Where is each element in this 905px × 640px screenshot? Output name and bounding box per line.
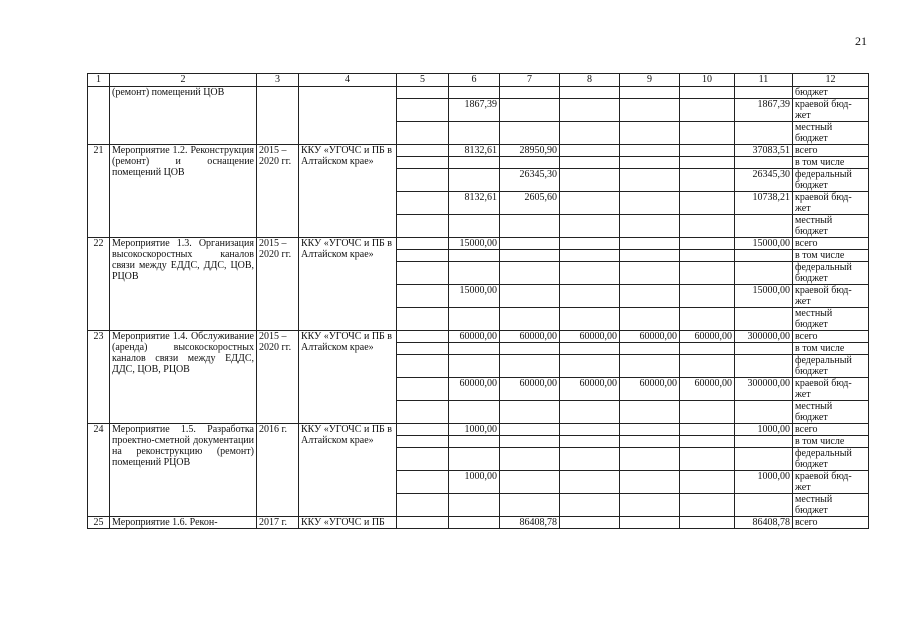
activity-name-cell: (ремонт) помещений ЦОВ bbox=[110, 87, 257, 145]
value-cell-c5 bbox=[397, 331, 449, 343]
value-cell-c11 bbox=[735, 343, 793, 355]
value-cell-c10 bbox=[680, 285, 735, 308]
value-cell-c9 bbox=[620, 238, 680, 250]
column-header-6: 6 bbox=[449, 74, 500, 87]
value-cell-c10 bbox=[680, 517, 735, 529]
value-cell-c5 bbox=[397, 122, 449, 145]
value-cell-c5 bbox=[397, 262, 449, 285]
value-cell-c8 bbox=[560, 471, 620, 494]
budget-table bbox=[87, 73, 869, 529]
value-cell-c9 bbox=[620, 145, 680, 157]
value-cell-c5 bbox=[397, 494, 449, 517]
value-cell-c5 bbox=[397, 343, 449, 355]
funding-source-cell: в том числе bbox=[793, 436, 869, 448]
value-cell-c10 bbox=[680, 308, 735, 331]
value-cell-c6 bbox=[449, 436, 500, 448]
value-cell-c11 bbox=[735, 355, 793, 378]
value-cell-c6: 8132,61 bbox=[449, 145, 500, 157]
value-cell-c9 bbox=[620, 401, 680, 424]
value-cell-c7 bbox=[500, 471, 560, 494]
table-row bbox=[88, 424, 869, 436]
value-cell-c6: 8132,61 bbox=[449, 192, 500, 215]
value-cell-c6 bbox=[449, 308, 500, 331]
value-cell-c6: 1000,00 bbox=[449, 424, 500, 436]
value-cell-c6 bbox=[449, 448, 500, 471]
period-cell: 2017 г. bbox=[257, 517, 299, 529]
value-cell-c9 bbox=[620, 343, 680, 355]
period-cell bbox=[257, 87, 299, 145]
table-row bbox=[88, 331, 869, 343]
value-cell-c11 bbox=[735, 308, 793, 331]
executor-cell: ККУ «УГОЧС и ПБ в Алтайском крае» bbox=[299, 238, 397, 331]
column-header-4: 4 bbox=[299, 74, 397, 87]
value-cell-c9 bbox=[620, 250, 680, 262]
value-cell-c6: 60000,00 bbox=[449, 378, 500, 401]
value-cell-c10 bbox=[680, 145, 735, 157]
value-cell-c7 bbox=[500, 215, 560, 238]
value-cell-c5 bbox=[397, 285, 449, 308]
value-cell-c7 bbox=[500, 448, 560, 471]
value-cell-c9 bbox=[620, 87, 680, 99]
executor-cell: ККУ «УГОЧС и ПБ в Алтайском крае» bbox=[299, 424, 397, 517]
period-cell: 2015 – 2020 гг. bbox=[257, 238, 299, 331]
value-cell-c10 bbox=[680, 87, 735, 99]
value-cell-c10 bbox=[680, 122, 735, 145]
value-cell-c7: 60000,00 bbox=[500, 331, 560, 343]
value-cell-c6 bbox=[449, 169, 500, 192]
value-cell-c6: 1867,39 bbox=[449, 99, 500, 122]
value-cell-c9 bbox=[620, 285, 680, 308]
value-cell-c7 bbox=[500, 238, 560, 250]
value-cell-c11 bbox=[735, 250, 793, 262]
funding-source-cell: краевой бюд-жет bbox=[793, 285, 869, 308]
value-cell-c5 bbox=[397, 87, 449, 99]
value-cell-c10 bbox=[680, 401, 735, 424]
value-cell-c5 bbox=[397, 448, 449, 471]
value-cell-c5 bbox=[397, 308, 449, 331]
funding-source-cell: краевой бюд-жет bbox=[793, 378, 869, 401]
value-cell-c5 bbox=[397, 517, 449, 529]
value-cell-c8 bbox=[560, 262, 620, 285]
value-cell-c7: 26345,30 bbox=[500, 169, 560, 192]
value-cell-c6: 15000,00 bbox=[449, 238, 500, 250]
value-cell-c7 bbox=[500, 262, 560, 285]
value-cell-c8 bbox=[560, 401, 620, 424]
value-cell-c11: 10738,21 bbox=[735, 192, 793, 215]
value-cell-c7 bbox=[500, 401, 560, 424]
value-cell-c11: 300000,00 bbox=[735, 331, 793, 343]
value-cell-c6 bbox=[449, 215, 500, 238]
value-cell-c11: 15000,00 bbox=[735, 285, 793, 308]
value-cell-c7: 2605,60 bbox=[500, 192, 560, 215]
value-cell-c10: 60000,00 bbox=[680, 331, 735, 343]
value-cell-c10 bbox=[680, 494, 735, 517]
value-cell-c9 bbox=[620, 436, 680, 448]
column-header-8: 8 bbox=[560, 74, 620, 87]
value-cell-c8 bbox=[560, 436, 620, 448]
table-row bbox=[88, 238, 869, 250]
value-cell-c9 bbox=[620, 494, 680, 517]
value-cell-c7 bbox=[500, 343, 560, 355]
value-cell-c7 bbox=[500, 122, 560, 145]
page-number: 21 bbox=[855, 34, 867, 48]
value-cell-c5 bbox=[397, 355, 449, 378]
value-cell-c11 bbox=[735, 87, 793, 99]
value-cell-c8 bbox=[560, 285, 620, 308]
funding-source-cell: местный бюджет bbox=[793, 215, 869, 238]
value-cell-c9 bbox=[620, 192, 680, 215]
value-cell-c6 bbox=[449, 343, 500, 355]
value-cell-c5 bbox=[397, 424, 449, 436]
value-cell-c11: 1000,00 bbox=[735, 471, 793, 494]
table-row bbox=[88, 145, 869, 157]
table-row bbox=[88, 87, 869, 99]
value-cell-c7 bbox=[500, 308, 560, 331]
value-cell-c7 bbox=[500, 87, 560, 99]
value-cell-c9 bbox=[620, 157, 680, 169]
funding-source-cell: всего bbox=[793, 424, 869, 436]
value-cell-c8 bbox=[560, 517, 620, 529]
funding-source-cell: в том числе bbox=[793, 343, 869, 355]
column-header-2: 2 bbox=[110, 74, 257, 87]
row-number-cell: 22 bbox=[88, 238, 110, 331]
value-cell-c7: 60000,00 bbox=[500, 378, 560, 401]
column-header-3: 3 bbox=[257, 74, 299, 87]
value-cell-c6: 60000,00 bbox=[449, 331, 500, 343]
value-cell-c9: 60000,00 bbox=[620, 378, 680, 401]
value-cell-c11 bbox=[735, 122, 793, 145]
value-cell-c7 bbox=[500, 494, 560, 517]
column-header-10: 10 bbox=[680, 74, 735, 87]
value-cell-c8 bbox=[560, 122, 620, 145]
value-cell-c11 bbox=[735, 401, 793, 424]
value-cell-c9 bbox=[620, 169, 680, 192]
value-cell-c10 bbox=[680, 157, 735, 169]
value-cell-c10 bbox=[680, 192, 735, 215]
value-cell-c9 bbox=[620, 424, 680, 436]
value-cell-c7 bbox=[500, 99, 560, 122]
value-cell-c11 bbox=[735, 494, 793, 517]
funding-source-cell: бюджет bbox=[793, 87, 869, 99]
value-cell-c6 bbox=[449, 401, 500, 424]
column-header-5: 5 bbox=[397, 74, 449, 87]
funding-source-cell: краевой бюд-жет bbox=[793, 99, 869, 122]
value-cell-c11 bbox=[735, 436, 793, 448]
column-header-12: 12 bbox=[793, 74, 869, 87]
value-cell-c5 bbox=[397, 215, 449, 238]
value-cell-c10 bbox=[680, 250, 735, 262]
value-cell-c10 bbox=[680, 238, 735, 250]
funding-source-cell: местный бюджет bbox=[793, 122, 869, 145]
value-cell-c7: 28950,90 bbox=[500, 145, 560, 157]
funding-source-cell: федеральный бюджет bbox=[793, 355, 869, 378]
value-cell-c8 bbox=[560, 448, 620, 471]
value-cell-c6 bbox=[449, 262, 500, 285]
activity-name-cell: Мероприятие 1.3. Организация высокоскоростных каналов связи между ЕДДС, ДДС, ЦОВ, РЦОВ bbox=[110, 238, 257, 331]
funding-source-cell: местный бюджет bbox=[793, 494, 869, 517]
row-number-cell bbox=[88, 87, 110, 145]
value-cell-c11 bbox=[735, 448, 793, 471]
value-cell-c8 bbox=[560, 215, 620, 238]
value-cell-c10 bbox=[680, 471, 735, 494]
value-cell-c10 bbox=[680, 355, 735, 378]
value-cell-c10 bbox=[680, 99, 735, 122]
value-cell-c6 bbox=[449, 87, 500, 99]
value-cell-c8 bbox=[560, 238, 620, 250]
value-cell-c6 bbox=[449, 250, 500, 262]
funding-source-cell: местный бюджет bbox=[793, 308, 869, 331]
value-cell-c5 bbox=[397, 378, 449, 401]
column-header-7: 7 bbox=[500, 74, 560, 87]
value-cell-c10 bbox=[680, 169, 735, 192]
value-cell-c6 bbox=[449, 157, 500, 169]
column-header-11: 11 bbox=[735, 74, 793, 87]
period-cell: 2016 г. bbox=[257, 424, 299, 517]
funding-source-cell: федеральный бюджет bbox=[793, 262, 869, 285]
value-cell-c6 bbox=[449, 355, 500, 378]
value-cell-c11: 1867,39 bbox=[735, 99, 793, 122]
value-cell-c6 bbox=[449, 122, 500, 145]
value-cell-c5 bbox=[397, 157, 449, 169]
value-cell-c9 bbox=[620, 308, 680, 331]
funding-source-cell: в том числе bbox=[793, 250, 869, 262]
value-cell-c8 bbox=[560, 87, 620, 99]
funding-source-cell: всего bbox=[793, 517, 869, 529]
value-cell-c8 bbox=[560, 169, 620, 192]
value-cell-c7 bbox=[500, 355, 560, 378]
value-cell-c8 bbox=[560, 343, 620, 355]
row-number-cell: 21 bbox=[88, 145, 110, 238]
value-cell-c10 bbox=[680, 436, 735, 448]
value-cell-c8 bbox=[560, 355, 620, 378]
activity-name-cell: Мероприятие 1.6. Рекон- bbox=[110, 517, 257, 529]
value-cell-c11 bbox=[735, 157, 793, 169]
value-cell-c9 bbox=[620, 448, 680, 471]
value-cell-c7 bbox=[500, 157, 560, 169]
funding-source-cell: всего bbox=[793, 331, 869, 343]
value-cell-c5 bbox=[397, 99, 449, 122]
value-cell-c8 bbox=[560, 308, 620, 331]
value-cell-c6 bbox=[449, 494, 500, 517]
value-cell-c8 bbox=[560, 145, 620, 157]
value-cell-c11: 300000,00 bbox=[735, 378, 793, 401]
table-body bbox=[88, 87, 869, 529]
value-cell-c5 bbox=[397, 238, 449, 250]
value-cell-c10: 60000,00 bbox=[680, 378, 735, 401]
value-cell-c5 bbox=[397, 471, 449, 494]
value-cell-c9 bbox=[620, 262, 680, 285]
column-header-1: 1 bbox=[88, 74, 110, 87]
value-cell-c11: 15000,00 bbox=[735, 238, 793, 250]
column-header-9: 9 bbox=[620, 74, 680, 87]
value-cell-c9 bbox=[620, 215, 680, 238]
funding-source-cell: федеральный бюджет bbox=[793, 448, 869, 471]
executor-cell: ККУ «УГОЧС и ПБ bbox=[299, 517, 397, 529]
value-cell-c11: 26345,30 bbox=[735, 169, 793, 192]
activity-name-cell: Мероприятие 1.4. Обслуживание (аренда) высокоскоростных каналов связи между ЕДДС, ДДС, ЦОВ, РЦОВ bbox=[110, 331, 257, 424]
value-cell-c6: 1000,00 bbox=[449, 471, 500, 494]
value-cell-c7 bbox=[500, 436, 560, 448]
row-number-cell: 25 bbox=[88, 517, 110, 529]
value-cell-c6: 15000,00 bbox=[449, 285, 500, 308]
value-cell-c9 bbox=[620, 355, 680, 378]
value-cell-c11 bbox=[735, 215, 793, 238]
executor-cell bbox=[299, 87, 397, 145]
row-number-cell: 24 bbox=[88, 424, 110, 517]
funding-source-cell: федеральный бюджет bbox=[793, 169, 869, 192]
value-cell-c8 bbox=[560, 99, 620, 122]
value-cell-c8 bbox=[560, 494, 620, 517]
funding-source-cell: всего bbox=[793, 145, 869, 157]
value-cell-c9: 60000,00 bbox=[620, 331, 680, 343]
value-cell-c11: 37083,51 bbox=[735, 145, 793, 157]
value-cell-c5 bbox=[397, 436, 449, 448]
value-cell-c10 bbox=[680, 424, 735, 436]
value-cell-c5 bbox=[397, 192, 449, 215]
value-cell-c10 bbox=[680, 215, 735, 238]
period-cell: 2015 – 2020 гг. bbox=[257, 145, 299, 238]
row-number-cell: 23 bbox=[88, 331, 110, 424]
value-cell-c10 bbox=[680, 448, 735, 471]
value-cell-c9 bbox=[620, 517, 680, 529]
funding-source-cell: всего bbox=[793, 238, 869, 250]
value-cell-c7 bbox=[500, 285, 560, 308]
value-cell-c11: 1000,00 bbox=[735, 424, 793, 436]
value-cell-c8: 60000,00 bbox=[560, 378, 620, 401]
executor-cell: ККУ «УГОЧС и ПБ в Алтайском крае» bbox=[299, 145, 397, 238]
value-cell-c8: 60000,00 bbox=[560, 331, 620, 343]
value-cell-c8 bbox=[560, 192, 620, 215]
value-cell-c7: 86408,78 bbox=[500, 517, 560, 529]
value-cell-c10 bbox=[680, 262, 735, 285]
value-cell-c5 bbox=[397, 145, 449, 157]
value-cell-c11 bbox=[735, 262, 793, 285]
activity-name-cell: Мероприятие 1.2. Реконструкция (ремонт) и оснащение помещений ЦОВ bbox=[110, 145, 257, 238]
funding-source-cell: краевой бюд-жет bbox=[793, 192, 869, 215]
value-cell-c7 bbox=[500, 250, 560, 262]
value-cell-c6 bbox=[449, 517, 500, 529]
executor-cell: ККУ «УГОЧС и ПБ в Алтайском крае» bbox=[299, 331, 397, 424]
value-cell-c5 bbox=[397, 401, 449, 424]
value-cell-c9 bbox=[620, 471, 680, 494]
value-cell-c9 bbox=[620, 122, 680, 145]
table-header-row bbox=[88, 74, 869, 87]
value-cell-c8 bbox=[560, 157, 620, 169]
funding-source-cell: краевой бюд-жет bbox=[793, 471, 869, 494]
value-cell-c9 bbox=[620, 99, 680, 122]
value-cell-c7 bbox=[500, 424, 560, 436]
table-row bbox=[88, 517, 869, 529]
period-cell: 2015 – 2020 гг. bbox=[257, 331, 299, 424]
value-cell-c8 bbox=[560, 424, 620, 436]
funding-source-cell: в том числе bbox=[793, 157, 869, 169]
activity-name-cell: Мероприятие 1.5. Разработка проектно-сметной документации на реконструкцию (ремонт) помещений РЦОВ bbox=[110, 424, 257, 517]
value-cell-c10 bbox=[680, 343, 735, 355]
value-cell-c8 bbox=[560, 250, 620, 262]
value-cell-c5 bbox=[397, 250, 449, 262]
value-cell-c5 bbox=[397, 169, 449, 192]
funding-source-cell: местный бюджет bbox=[793, 401, 869, 424]
value-cell-c11: 86408,78 bbox=[735, 517, 793, 529]
